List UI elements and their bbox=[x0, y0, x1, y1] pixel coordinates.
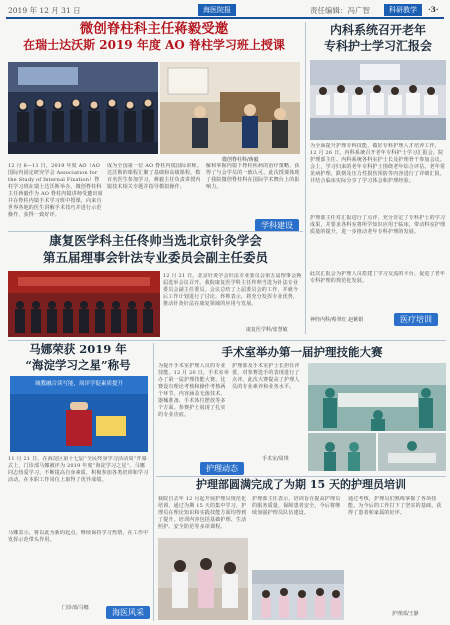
top-article-body-col3: 解和掌握内镜下脊柱疾病的治疗策略，获得了与会学员的一致认可。此次授课体现了我院微创脊柱科在国际学术舞台上的影响力。 bbox=[206, 163, 300, 190]
bottom-headline: 护理部圆满完成了为期 15 天的护理员培训 bbox=[196, 478, 406, 491]
tag-medical-training: 医疗培训 bbox=[394, 313, 438, 326]
mid-headline-line1: 康复医学科主任佟帅当选北京针灸学会 bbox=[49, 233, 262, 248]
top-headline-line2: 在瑞士达沃斯 2019 年度 AO 脊柱学习班上授课 bbox=[23, 38, 285, 52]
photo-or-contest-3 bbox=[378, 433, 446, 471]
top-article-body-col2: 成为全国第一位 AO 脊柱内镜国际讲师。达沃斯的课程汇聚了基础和高级课程，数百名医生参加学习，蒋毅主任负责讲授内镜技术相关专题并指导模拟操作。 bbox=[107, 163, 202, 190]
right-article-body-2: 护理部主任对汇报进行了点评，充分肯定了专科护士的学习成果，并要求各科室将所学知识应用于临床，带动科室护理质量的提升，进一步推动老年专科护理的发展。 bbox=[310, 215, 446, 235]
mid-article-top-rule bbox=[8, 231, 303, 232]
photo-or-contest-2 bbox=[308, 433, 376, 471]
mid-article-body: 12 月 21 日，北京针灸学会针法专业委员会第五届理事会换届选举会议召开。我院康复医学科主任佟帅当选为针法专业委员会副主任委员。会议总结了上届委员会的工作，并就今后工作计划进行了讨论。佟帅表示，将充分发挥专业优势，推动针灸针法在康复领域的应用与发展。 bbox=[163, 273, 302, 307]
right-article-body-3: 此次汇报会为护理人员搭建了学习交流的平台，促进了老年专科护理的规范化发展。 bbox=[310, 271, 446, 284]
top-headline-line1: 微创脊柱科主任蒋毅受邀 bbox=[79, 21, 229, 37]
ma-article-body-2: 马娜表示，将以此为新的起点，继续保持学习热情，在工作中发挥示范带头作用。 bbox=[8, 530, 149, 543]
bottom-article-body: 我院自去年 12 月起开展护理员规范化培训，通过为期 15 天的集中学习，护理员在理论知识和实践技能方面均得到了提升。培训内容包括基础护理、生活照护、安全防范等多项课程。 bbox=[158, 496, 247, 530]
ma-headline-line2: “海淀学习之星”称号 bbox=[25, 358, 131, 372]
skills-article-body-2: 护理部及手术室护士长担任评委，对参赛选手的表现进行了点评。此次大赛提高了护理人员的专业素养和业务水平。 bbox=[232, 363, 300, 390]
right-article-body: 为全面提升护理专科技能，做好专科护理人才培养工作，12 月 26 日，内科系统召开老年专科护士学习汇报会。院护理部主任、内科系统各科室护士长及护理骨干参加会议。会上，学习归来的老年专科护士围绕老年综合评估、老年常见病护理、跌倒及压力性损伤预防等内容进行了详细汇报，并结合临床实际分享了学习体会和护理经验。 bbox=[310, 143, 446, 184]
photo-training-class bbox=[252, 570, 344, 620]
tag-nursing-news: 护理动态 bbox=[200, 462, 244, 475]
skills-article-credit: 手术室/周琪 bbox=[262, 456, 289, 462]
photo-learning-star bbox=[10, 376, 148, 452]
header-rule bbox=[6, 17, 444, 19]
editor-credit: 责任编辑：冯广智 bbox=[310, 6, 370, 15]
mid-headline-line2: 第五届理事会针法专业委员会副主任委员 bbox=[42, 250, 268, 265]
page-number: ·3· bbox=[428, 5, 439, 14]
photo-caption: 城教融合读写能，周评学促素质提升 bbox=[34, 381, 123, 387]
bottom-article-credit: 护理部/王静 bbox=[392, 611, 419, 617]
column-divider bbox=[305, 22, 306, 334]
lower-column-divider bbox=[153, 343, 154, 621]
photo-nursing-meeting bbox=[310, 60, 446, 140]
photo-davos-lecture bbox=[160, 62, 300, 154]
lower-section-rule bbox=[8, 340, 446, 341]
bottom-article-body-2: 护理部主任表示，培训旨在提高护理员的服务质量，保障患者安全，今后将继续加强护理员队伍建设。 bbox=[252, 496, 341, 516]
tag-discipline: 学科建设 bbox=[255, 219, 299, 232]
photo-acupuncture-meeting bbox=[8, 271, 160, 337]
photo-davos-group bbox=[8, 62, 158, 154]
ma-article-body: 11 月 21 日，在海淀区第十七届“全民终身学习活动周”开幕式上，门诊部马娜被评为 2019 年度“海淀学习之星”。马娜同志热爱学习，不断提高自身素质，积极参加各类培训和学习活动，在本职工作岗位上取得了优异成绩。 bbox=[8, 456, 149, 483]
right-headline-line1: 内科系统召开老年 bbox=[329, 23, 426, 37]
top-photo-credit: 微创脊柱科/蒋毅 bbox=[222, 157, 259, 163]
ma-article-credit: 门诊部/马娜 bbox=[62, 605, 89, 611]
section-badge: 海医院报 bbox=[198, 4, 236, 16]
ma-headline-line1: 马娜荣获 2019 年 bbox=[29, 342, 127, 356]
skills-article-body: 为提升手术室护理人员的专业技能，12 月 20 日，手术室举办了第一届护理技能大赛。比赛设有理论考核和操作考核两个环节，内容涵盖无菌技术、器械准备、手术体位摆放等多个方面。参赛护士展现了扎实的专业功底。 bbox=[158, 363, 229, 418]
skills-headline: 手术室举办第一届护理技能大赛 bbox=[221, 345, 383, 359]
bottom-article-rule bbox=[156, 476, 446, 477]
right-headline-line2: 专科护士学习汇报会 bbox=[323, 39, 432, 53]
bottom-article-body-3: 通过考核，护理员们熟练掌握了各项技能，为今后的工作打下了坚实的基础，获得了患者和家属的好评。 bbox=[348, 496, 442, 516]
mid-article-credit: 康复医学科/张慧敏 bbox=[246, 327, 288, 333]
photo-training-demo bbox=[158, 538, 248, 620]
right-article-credit: 神经内科/蔡翠红 赵紫娟 bbox=[310, 317, 364, 323]
photo-or-contest-1 bbox=[308, 363, 446, 431]
issue-date: 2019 年 12 月 31 日 bbox=[8, 6, 81, 15]
tag-hospital-style: 海医风采 bbox=[106, 606, 150, 619]
top-article-body-col1: 12 月 8—11 日，2019 年度 AO（AO 国际内固定研究学会 Association for the Study of Internal Fixation）脊柱学习班在瑞士达沃斯举办。微创脊柱科主任蒋毅作为 AO 脊柱内镜讲师受邀出席并在脊柱内镜手术学习班中授课，向来自世界各地的医生讲解手术技巧并进行示范操作，获得一致好评。 bbox=[8, 163, 103, 218]
column-badge: 科研教学 bbox=[384, 4, 422, 16]
